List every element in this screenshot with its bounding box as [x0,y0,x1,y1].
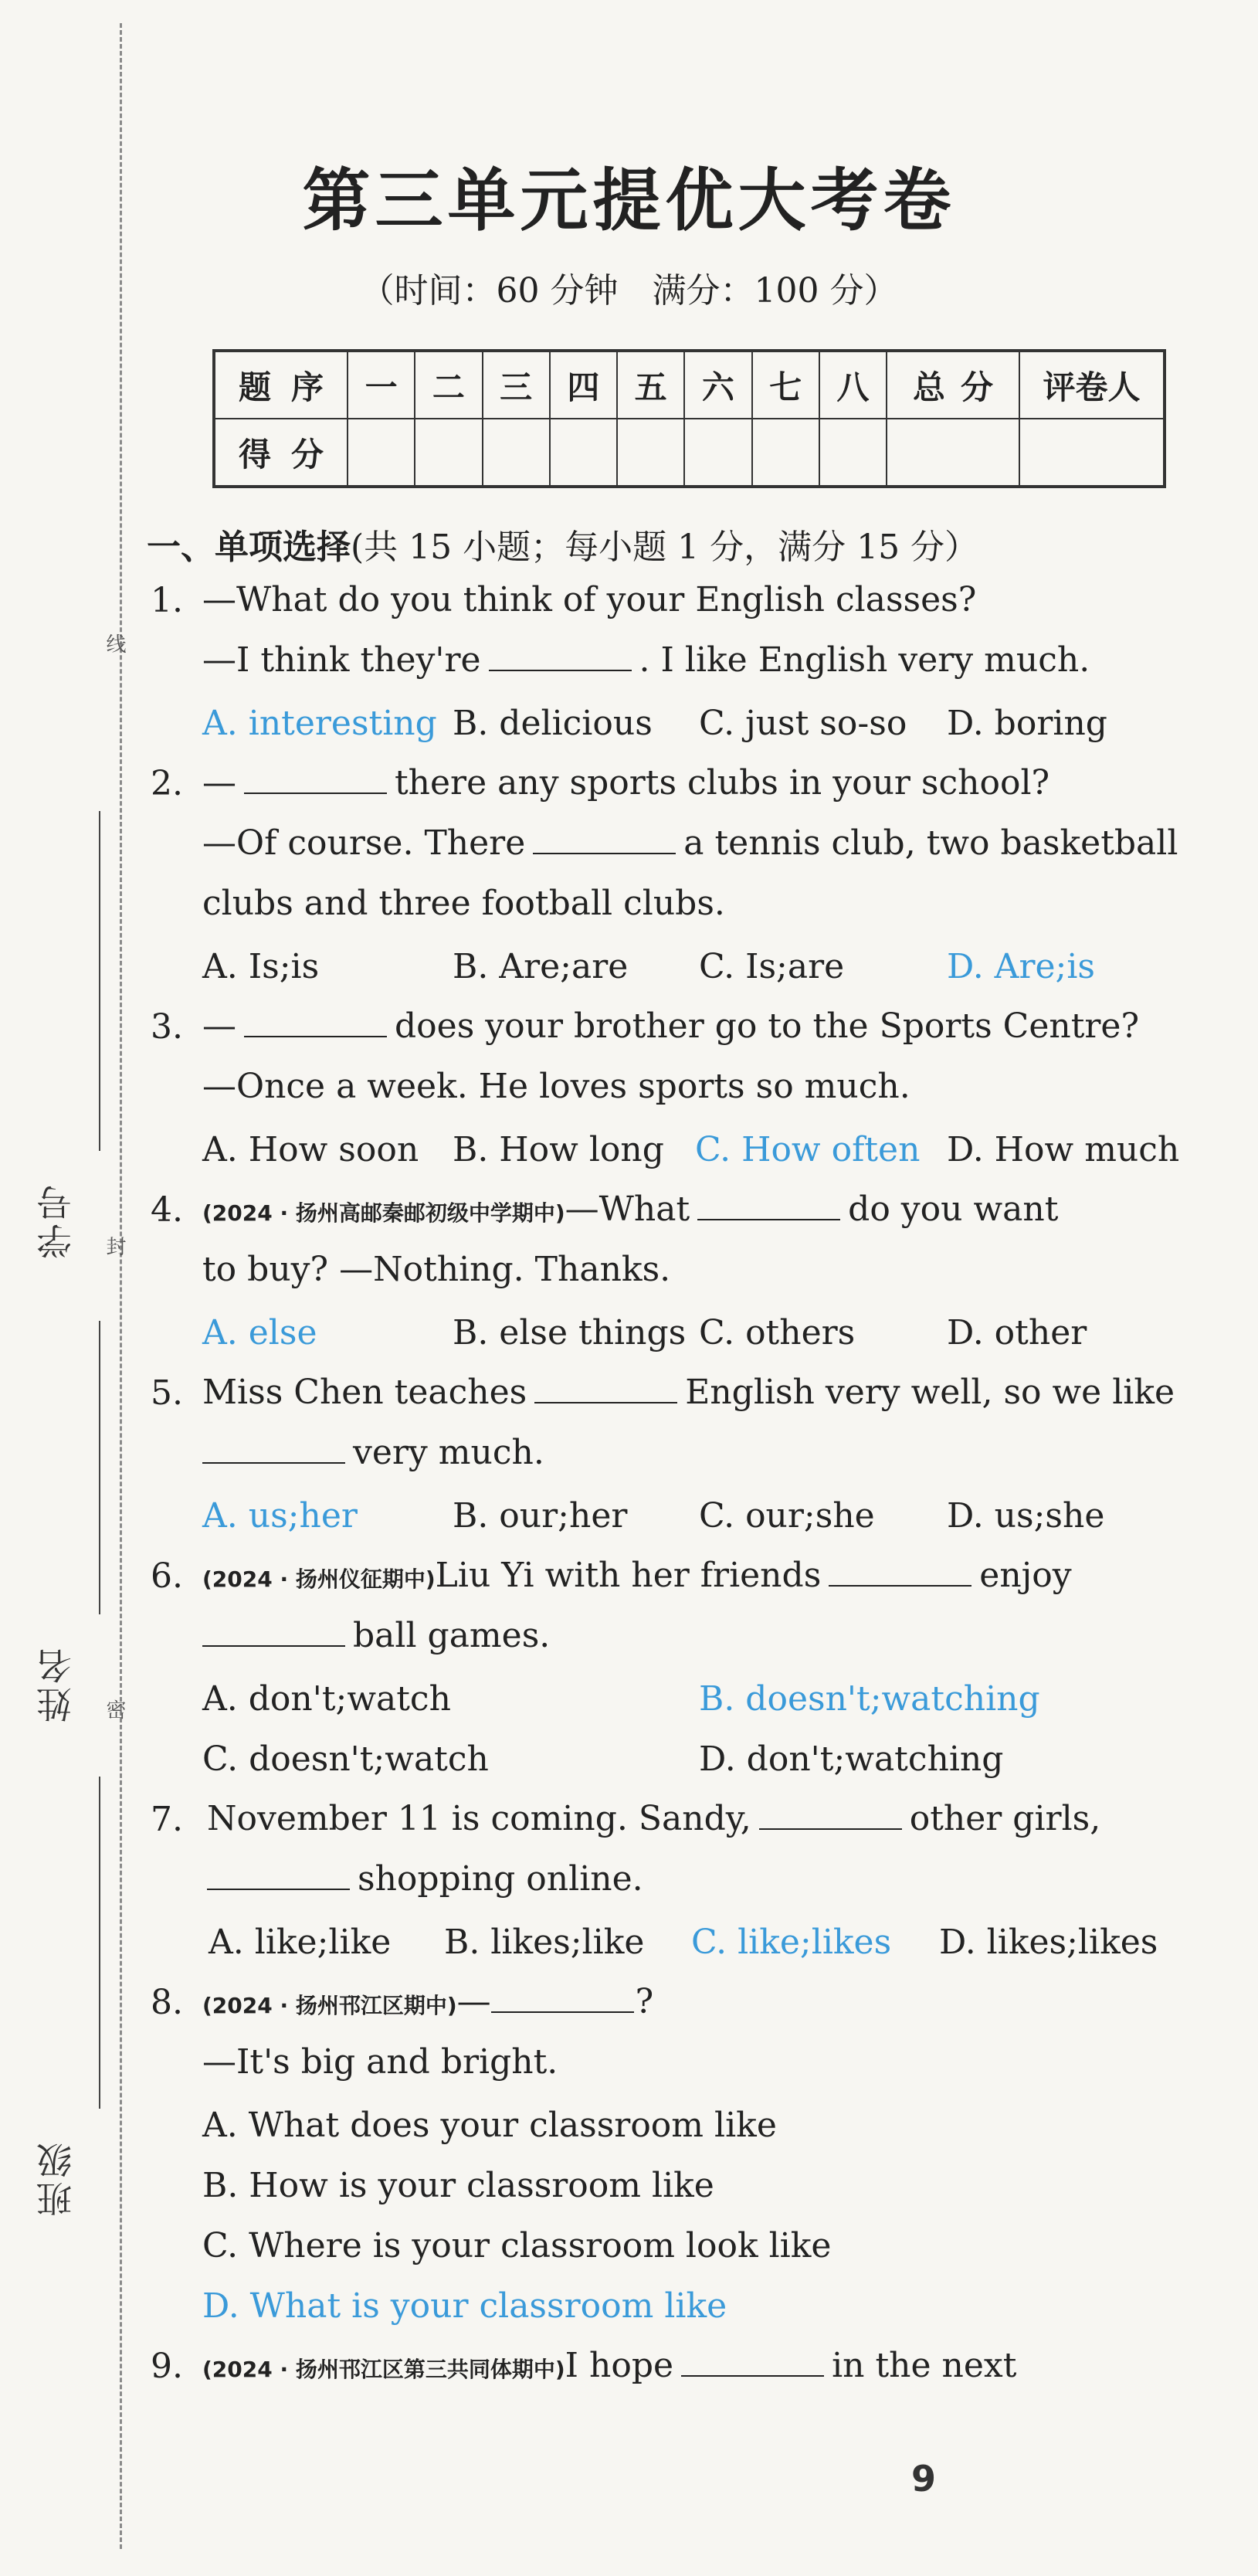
question-text [202,1006,1140,1046]
text-segment: do you want [848,1190,1059,1229]
text-segment: ball games. [353,1616,551,1655]
question-text [207,1799,1101,1838]
score-input-grader[interactable] [1019,419,1165,487]
question-source: (2024 · 扬州邗江区期中) [202,1993,457,2018]
question-source: (2024 · 扬州高邮秦邮初级中学期中) [202,1200,565,1226]
option-d: D. How much [947,1130,1180,1169]
answer-blank[interactable] [681,2349,824,2377]
student-id-field [31,1182,77,1282]
answer-blank[interactable] [534,1376,677,1403]
option-a: A. us;her [202,1496,358,1536]
exam-title: 第三单元提优大考卷 [302,161,956,240]
text-segment: — [202,1006,236,1046]
score-cell-label: 题序 [214,351,348,419]
option-a: A. What does your classroom like [202,2106,777,2145]
question-text [202,1556,1072,1595]
answer-blank[interactable] [244,766,387,794]
score-cell-4: 四 [550,351,617,419]
binding-dashed-line [120,23,122,2549]
answer-blank[interactable] [202,1436,345,1464]
question-text [202,1190,1059,1229]
binding-mark-xian: 线 [103,633,126,653]
text-segment: —What [565,1190,690,1229]
option-b: B. else things [453,1313,687,1352]
score-cell-2: 二 [415,351,482,419]
question-text [202,1616,551,1655]
option-b: B. How is your classroom like [202,2166,714,2205]
option-c: C. How often [695,1130,921,1169]
exam-subtitle: （时间：60 分钟 满分：100 分） [360,271,898,311]
class-label: 班级 [36,2140,77,2217]
text-segment: — [456,1982,491,2021]
question-number: 5. [151,1373,183,1413]
option-b: B. doesn't;watching [699,1679,1040,1719]
text-segment: shopping online. [358,1859,643,1899]
score-input-3[interactable] [483,419,550,487]
answer-blank[interactable] [697,1193,840,1220]
score-input-2[interactable] [415,419,482,487]
question-text [202,1433,544,1472]
answer-blank[interactable] [244,1010,387,1037]
option-d: D. boring [947,704,1107,743]
text-segment: English very well, so we like [685,1373,1175,1412]
option-c: C. Is;are [699,947,845,986]
student-id-label: 学号 [36,1182,77,1259]
question-text [202,763,1050,803]
text-segment: Miss Chen teaches [202,1373,527,1412]
score-input-4[interactable] [550,419,617,487]
answer-blank[interactable] [202,1619,345,1647]
text-segment: very much. [353,1433,544,1472]
question-text: —It's big and bright. [202,2042,558,2082]
option-c: C. others [699,1313,856,1352]
answer-blank[interactable] [207,1862,350,1890]
option-d: D. us;she [947,1496,1105,1536]
option-b: B. How long [453,1130,664,1169]
text-segment: there any sports clubs in your school? [395,763,1050,803]
question-number: 7. [151,1800,183,1839]
question-number: 2. [151,764,183,803]
question-text: —What do you think of your English classes? [202,580,977,619]
section-note: (共 15 小题；每小题 1 分，满分 15 分） [351,528,979,567]
score-input-8[interactable] [819,419,887,487]
binding-mark-mi: 密 [103,1699,126,1719]
score-input-total[interactable] [887,419,1019,487]
option-d: D. don't;watching [699,1739,1004,1779]
question-text [202,1982,654,2021]
option-b: B. likes;like [444,1923,645,1962]
binding-mark-feng: 封 [103,1236,126,1256]
score-table-score-row [214,419,1165,487]
text-segment: other girls, [909,1799,1101,1838]
question-text [207,1859,643,1899]
question-text [202,823,1178,863]
option-b: B. our;her [453,1496,628,1536]
name-field [31,1645,77,1746]
score-cell-6: 六 [684,351,751,419]
option-d: D. likes;likes [939,1923,1158,1962]
option-c: C. doesn't;watch [202,1739,489,1779]
option-a: A. else [202,1313,317,1352]
text-segment: Liu Yi with her friends [435,1556,822,1595]
page-number: 9 [911,2458,937,2500]
text-segment: —I think they're [202,640,481,680]
question-text [202,2346,1017,2385]
name-label: 姓名 [36,1645,77,1722]
name-line-wrap [31,1321,77,1614]
text-segment: —Of course. There [202,823,526,863]
question-source: (2024 · 扬州邗江区第三共同体期中) [202,2357,565,2382]
option-b: B. delicious [453,704,653,743]
text-segment: . I like English very much. [639,640,1090,680]
option-a: A. like;like [209,1923,392,1962]
question-text: clubs and three football clubs. [202,884,725,923]
text-segment: enjoy [979,1556,1072,1595]
score-input-7[interactable] [752,419,819,487]
text-segment: ? [635,1982,654,2021]
score-cell-1: 一 [348,351,415,419]
question-source: (2024 · 扬州仪征期中) [202,1566,436,1592]
question-number: 4. [151,1190,183,1230]
name-line[interactable] [99,1321,100,1614]
score-table-header-row [214,351,1165,419]
question-text [202,1373,1175,1412]
student-id-line-wrap [31,811,77,1151]
score-cell-5: 五 [617,351,684,419]
option-c: C. Where is your classroom look like [202,2226,832,2265]
text-segment: in the next [832,2346,1017,2385]
score-cell-total: 总分 [887,351,1019,419]
option-c: C. like;likes [691,1923,892,1962]
option-a: A. Is;is [202,947,320,986]
score-input-5[interactable] [617,419,684,487]
answer-blank[interactable] [489,643,632,671]
score-table [212,349,1166,488]
option-d: D. Are;is [947,947,1096,986]
answer-blank[interactable] [533,826,676,854]
score-cell-8: 八 [819,351,887,419]
class-field [31,2140,77,2240]
class-line[interactable] [99,1777,100,2109]
score-input-1[interactable] [348,419,415,487]
question-number: 9. [151,2347,183,2386]
score-row-label: 得分 [214,419,348,487]
score-cell-3: 三 [483,351,550,419]
score-cell-grader: 评卷人 [1019,351,1165,419]
section-title: 一、单项选择 [147,528,351,567]
answer-blank[interactable] [759,1802,902,1830]
text-segment: November 11 is coming. Sandy, [207,1799,751,1838]
option-c: C. our;she [699,1496,875,1536]
option-a: A. interesting [202,704,437,743]
text-segment: a tennis club, two basketball [683,823,1178,863]
option-b: B. Are;are [453,947,629,986]
option-a: A. How soon [202,1130,419,1169]
question-number: 3. [151,1007,183,1047]
option-a: A. don't;watch [202,1679,451,1719]
score-cell-7: 七 [752,351,819,419]
question-number: 1. [151,581,183,620]
text-segment: I hope [565,2346,674,2385]
score-input-6[interactable] [684,419,751,487]
option-c: C. just so-so [699,704,907,743]
question-text [202,640,1090,680]
section-heading [147,519,978,568]
question-number: 6. [151,1556,183,1596]
question-text: to buy? —Nothing. Thanks. [202,1250,671,1289]
option-d: D. other [947,1313,1087,1352]
answer-blank[interactable] [491,1985,634,2013]
text-segment: does your brother go to the Sports Centre? [395,1006,1140,1046]
class-line-wrap [31,1777,77,2109]
answer-blank[interactable] [829,1559,971,1587]
option-d: D. What is your classroom like [202,2286,727,2326]
text-segment: — [202,763,236,803]
question-number: 8. [151,1983,183,2022]
question-text: —Once a week. He loves sports so much. [202,1067,910,1106]
student-id-line[interactable] [99,811,100,1151]
